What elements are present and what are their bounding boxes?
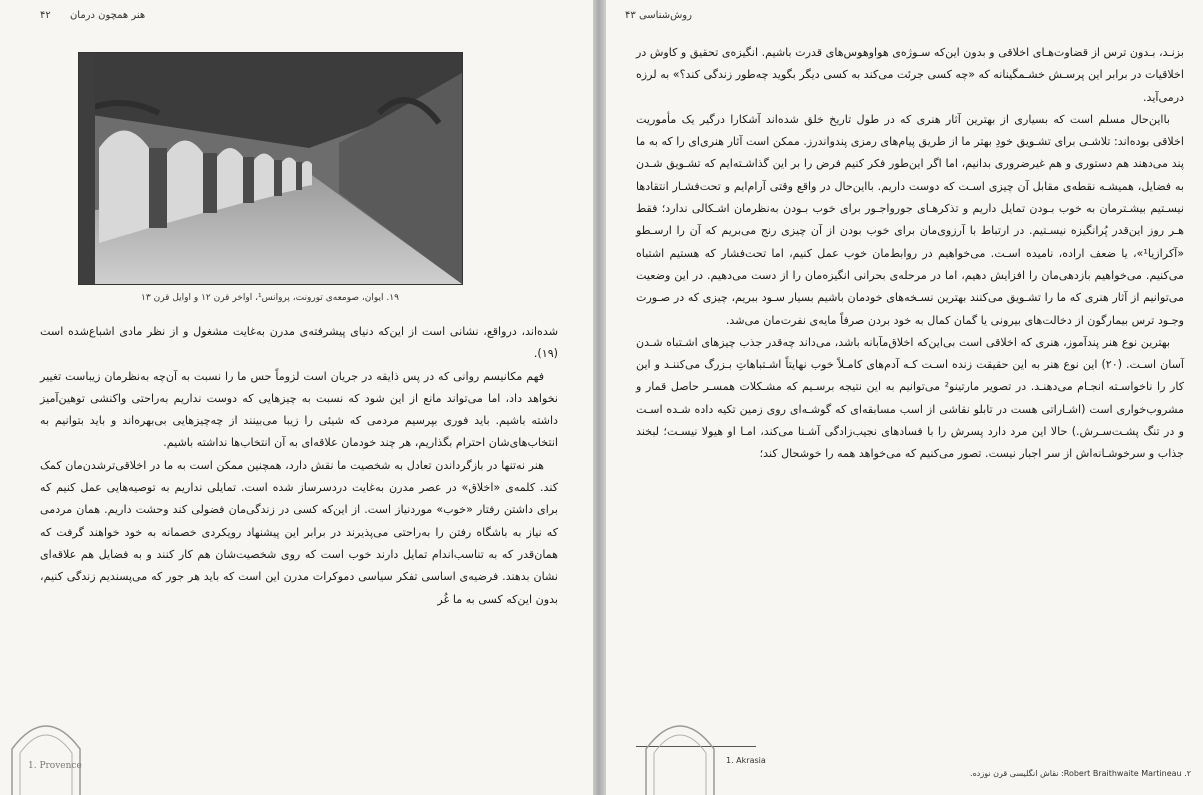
right-page-number: ۴۳ — [625, 10, 636, 21]
left-body-text — [40, 321, 558, 611]
publisher-watermark — [6, 709, 86, 795]
right-page — [606, 0, 1203, 795]
left-page — [0, 0, 593, 795]
left-header-title: هنر همچون درمان — [69, 10, 146, 21]
paragraph: شده‌اند، درواقع، نشانی است از این‌که دنیای پیشرفته‌ی مدرن به‌غایت مشغول و از نظر مادی اشباع‌شده است (۱۹). — [40, 325, 558, 361]
paragraph: بااین‌حال مسلم است که بسیاری از بهترین آثار هنری که در طول تاریخ خلق شده‌اند آشکارا درگیر یک مأموریت اخلاقی بوده‌اند: تلاشـی برای تشـویق خودِ بهتر ما از طریق پیام‌های رمزی پندواندرز. ممکن است آثار هنری‌ای را که به ما پند می‌دهند هم دستوری و هم غیرضروری بدانیم، اما اگر این‌طور فکر کنیم فرض را بر این گذاشـته‌ایم که تشـویق شـدن به فضایل، همیشـه نقطه‌ی مقابل آن چیزی اسـت که دوست داریم. بااین‌حال در واقع وقتی آرام‌ایم و تحت‌فشـار انتقادها نیسـتیم بیشـتر‌مان به خوب بـودن تمایل داریم و تذکرهـای جورواجـور برای خوب بـودن به‌نظرمان اشـکالی ندارد؛ فقط هـر روز این‌قدر پُرانگیزه نیسـتیم. در ارتباط با آرزوی‌مان برای خوب بودن از آن چیزی رنج می‌بریم که آن را ارسـطو «آکرازیا¹»، یا ضعف اراده، نامیده اسـت. می‌خواهیم در روابط‌مان خوب عمل کنیم، اما تحت‌فشار که هستیم اشتباه می‌کنیم. می‌خواهیم بازدهی‌مان را افزایش دهیم، اما در مرحله‌ی بحرانی انگیزه‌مان را از دست می‌دهیم. در این وضعیت می‌توانیم از آثار هنری که ما را تشـویق می‌کنند بهترین نسـخه‌های خودمان باشیم بسیار سـود ببریم، چیزی که در صـورت وجـود ترس بیمارگون از دخالت‌های بیرونی یا گمان کمال به خود بردن صرفاً مایه‌ی نفرت‌مان می‌شد. — [636, 112, 1184, 327]
figure-caption: ۱۹. ایوان، صومعه‌ی تورونت، پروانس¹، اواخر قرن ۱۲ و اوایل قرن ۱۳ — [141, 293, 399, 303]
left-footnote: 1. Provence — [28, 761, 82, 771]
paragraph: هنر نه‌تنها در بازگرداندن تعادل به شخصیت ما نقش دارد، همچنین ممکن است به ما در اخلاقی‌ترشدن‌مان کمک کند. کلمه‌ی «اخلاق» در عصر مدرن به‌غایت دردسرساز شده است. تمایلی نداریم به توصیه‌هایی عمل کنیم که برای داشتن رفتار «خوب» موردنیاز است. از این‌که کسی در زندگی‌مان فضولی کند وحشت داریم. همان مردمی که نیاز به باشگاه رفتن را به‌راحتی می‌پذیرند در برابر این پیشنهاد رویکردی خصمانه به خود خواهند گرفت که همان‌قدر که به تناسب‌اندام تمایل دارند خوب است که روی شخصیت‌شان هم کار کنند و به فضایل هم علاقه‌ای نشان بدهند. فرضیه‌ی اساسی تفکر سیاسی دموکرات مدرن این است که باید هر جور که می‌پسندیم زندگی کنیم، بدون این‌که کسی به ما غُر — [40, 458, 558, 606]
paragraph: فهم مکانیسم روانی که در پس ذایقه در جریان است لزوماً حس ما را نسبت به آن‌چه به‌نظرمان زیباست تغییر نخواهد داد، اما می‌تواند مانع از این شود که نسبت به چیزهایی که دوست نداریم به‌راحتی واکنشی توهین‌آمیز داشته باشیم. باید فوری بپرسیم مردمی که شیئی را زیبا می‌بینند از چه‌چیزهایی بی‌بهره‌اند و باید بتوانیم به انتخاب‌های‌شان احترام بگذاریم، هر چند خودمان علاقه‌ای به آن انتخاب‌ها نداشته باشیم. — [40, 369, 558, 450]
paragraph: بهترین نوع هنر پندآموز، هنری که اخلاقی است بی‌این‌که اخلاق‌مآبانه باشد، می‌داند چه‌قدر جذب چیزهای اشـتباه شـدن آسان اسـت. (۲۰) این نوع هنر به این حقیقت زنده اسـت کـه آدم‌های کامـلاً خوب نهایتاً اشـتباهاتِ بـزرگ می‌کننـد و این کار را ناخواسـته انجـام می‌دهنـد. در تصویر مارتینو² می‌توانیم به این نتیجه برسـیم که مشـکلات همسـر حاصل قمار و مشروب‌خواری است (اشـاراتی هست در تابلو نقاشی از اسب مسابقه‌ای که گوشـه‌ای روی زمین تکیه داده شـده اسـت و در تنگ پشـت‌سـرش.) حالا این مرد دارد پسرش را با فسادهای نجیب‌زادگی آشـنا می‌کند، امـا او هیولا نیسـت؛ لبخند جذاب و سرخوشـانه‌اش از سر اجبار نیست. تصور می‌کنیم که می‌خواهد همه را خوشحال کند؛ — [636, 335, 1184, 461]
book-gutter — [593, 0, 606, 795]
footnote-martineau: ۲. Robert Braithwaite Martineau: نقاش انگلیسی قرن نوزده. — [970, 769, 1191, 778]
right-running-header — [611, 10, 731, 28]
right-body-text — [636, 42, 1184, 466]
paragraph: بزنـد، بـدون ترس از قضاوت‌هـای اخلاقی و بدون این‌که سـوژه‌ی هوا‌وهوس‌های قدرت باشیم. انگیزه‌ی تحقیق و کاوش در اخلاقیات در برابر این پرسـش خشـمگینانه که «چه کسی جرئت می‌کند به کسی دیگر بگوید چه‌طور زندگی کند؟» به لرزه درمی‌آید. — [636, 46, 1184, 104]
cloister-photo — [78, 52, 463, 285]
left-running-header — [40, 10, 145, 28]
left-page-number: ۴۲ — [40, 10, 51, 21]
publisher-watermark — [640, 709, 720, 795]
right-header-title: روش‌شناسی — [638, 10, 692, 21]
footnote-akrasia: 1. Akrasia — [726, 756, 766, 765]
